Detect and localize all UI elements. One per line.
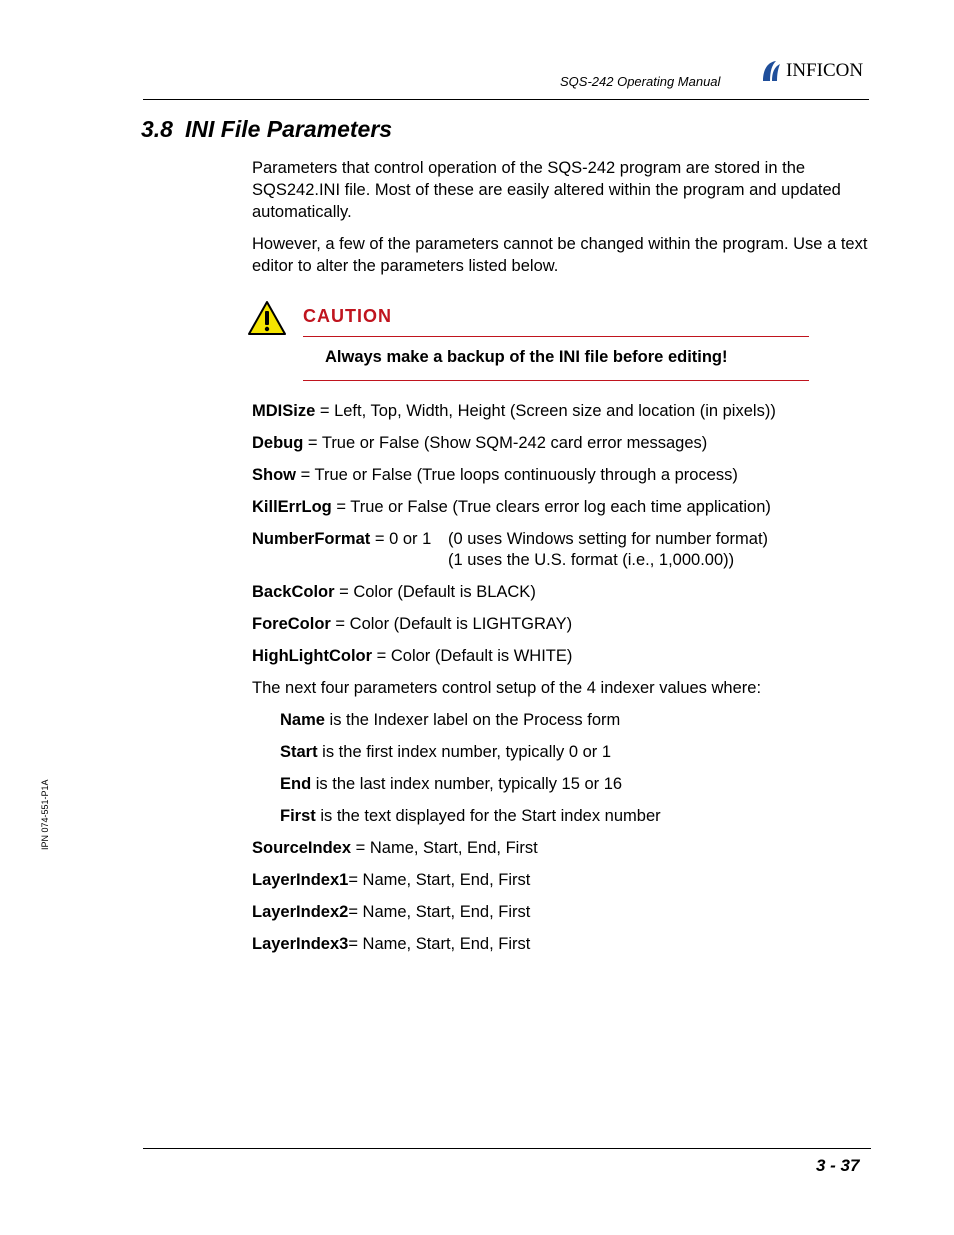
- param-line: [252, 837, 538, 859]
- ipn-label: IPN 074-551-P1A: [40, 779, 50, 850]
- section-title: [141, 116, 392, 143]
- param-name: ForeColor: [252, 615, 331, 633]
- param-desc: = Color (Default is BLACK): [334, 583, 536, 601]
- field-desc: is the text displayed for the Start index number: [315, 807, 661, 825]
- param-line: [252, 933, 530, 955]
- field-desc: is the first index number, typically 0 or 1: [317, 743, 612, 761]
- param-desc: = Name, Start, End, First: [348, 935, 531, 953]
- param-name: Show: [252, 466, 296, 484]
- param-desc: = Name, Start, End, First: [348, 903, 531, 921]
- param-name: NumberFormat: [252, 530, 371, 548]
- param-value: = 0 or 1: [370, 530, 432, 548]
- param-line: [252, 869, 530, 891]
- number-format-desc: (0 uses Windows setting for number format): [448, 530, 769, 548]
- logo-text: INFICON: [786, 60, 864, 81]
- param-line: [252, 432, 707, 454]
- section-title-text: INI File Parameters: [184, 116, 393, 142]
- intro-paragraph: Parameters that control operation of the SQS-242 program are stored in the SQS242.INI file. Most of these are easily altered within the program and updated automatically.: [252, 159, 841, 221]
- page-number: 3 - 37: [816, 1156, 860, 1175]
- caution-label: CAUTION: [303, 306, 392, 326]
- section-number: 3.8: [141, 116, 173, 142]
- param-line: [252, 464, 738, 486]
- param-name: LayerIndex2: [252, 903, 349, 921]
- number-format-desc: (1 uses the U.S. format (i.e., 1,000.00)): [448, 551, 735, 569]
- param-line: [252, 581, 536, 603]
- param-desc: = Name, Start, End, First: [351, 839, 538, 857]
- param-desc: = Left, Top, Width, Height (Screen size and location (in pixels)): [315, 402, 776, 420]
- inficon-logo-mark-icon: [760, 59, 782, 83]
- param-desc: = Color (Default is LIGHTGRAY): [330, 615, 573, 633]
- header-rule: [143, 99, 869, 100]
- param-desc: = True or False (True clears error log each time application): [331, 498, 771, 516]
- intro-paragraph: However, a few of the parameters cannot be changed within the program. Use a text editor to alter the parameters listed below.: [252, 235, 868, 275]
- param-desc: = True or False (True loops continuously through a process): [296, 466, 738, 484]
- param-name: Debug: [252, 434, 304, 452]
- indexer-field: [280, 805, 661, 827]
- param-name: KillErrLog: [252, 498, 332, 516]
- param-desc: = Name, Start, End, First: [348, 871, 531, 889]
- indexer-intro: The next four parameters control setup of the 4 indexer values where:: [252, 679, 762, 697]
- manual-title: SQS-242 Operating Manual: [560, 74, 721, 89]
- param-name: LayerIndex1: [252, 871, 349, 889]
- param-name: SourceIndex: [252, 839, 352, 857]
- indexer-field: [280, 773, 622, 795]
- caution-text: Always make a backup of the INI file before editing!: [325, 348, 728, 366]
- field-name: Name: [280, 711, 325, 729]
- param-desc: = Color (Default is WHITE): [372, 647, 573, 665]
- param-line: [252, 496, 771, 518]
- param-line: [252, 645, 572, 667]
- field-name: Start: [280, 743, 318, 761]
- indexer-field: [280, 741, 611, 763]
- field-desc: is the Indexer label on the Process form: [324, 711, 621, 729]
- field-desc: is the last index number, typically 15 or 16: [311, 775, 623, 793]
- param-line: [252, 528, 431, 550]
- footer-rule: [143, 1148, 871, 1149]
- inficon-logo: [760, 58, 872, 84]
- param-desc: = True or False (Show SQM-242 card error messages): [303, 434, 708, 452]
- param-name: LayerIndex3: [252, 935, 349, 953]
- field-name: End: [280, 775, 312, 793]
- param-line: [252, 400, 776, 422]
- param-name: BackColor: [252, 583, 335, 601]
- param-name: MDISize: [252, 402, 316, 420]
- param-line: [252, 613, 572, 635]
- indexer-field: [280, 709, 620, 731]
- field-name: First: [280, 807, 316, 825]
- warning-triangle-icon: [247, 300, 287, 336]
- caution-rule-top: [303, 336, 809, 337]
- param-name: HighLightColor: [252, 647, 373, 665]
- param-line: [252, 901, 530, 923]
- caution-rule-bottom: [303, 380, 809, 381]
